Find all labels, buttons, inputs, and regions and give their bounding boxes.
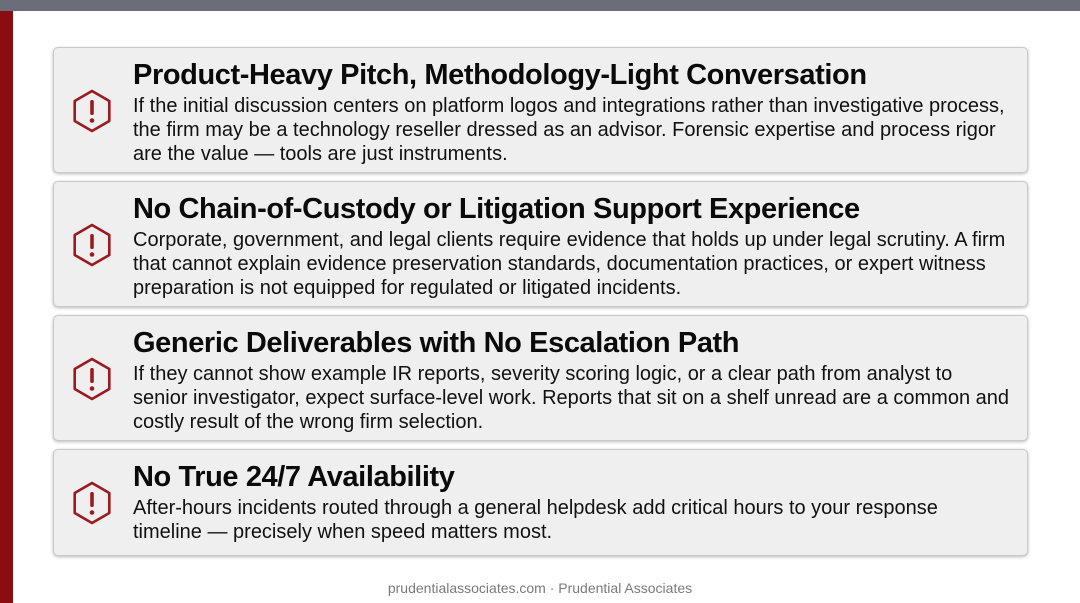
warning-card <box>53 47 1028 173</box>
card-title: Product-Heavy Pitch, Methodology-Light Conversation <box>133 59 867 91</box>
card-body: If the initial discussion centers on platform logos and integrations rather than investigative process, the firm may be a technology reseller dressed as an advisor. Forensic expertise and process rigor are the value — tools are just instruments. <box>133 95 1005 165</box>
alert-hexagon-icon <box>70 481 114 525</box>
warning-card <box>53 181 1028 307</box>
alert-hexagon-icon <box>70 357 114 401</box>
card-title: Generic Deliverables with No Escalation Path <box>133 327 740 359</box>
alert-hexagon-icon <box>70 89 114 133</box>
alert-hexagon-icon <box>70 223 114 267</box>
left-accent-bar <box>0 11 13 603</box>
warning-card <box>53 449 1028 556</box>
card-title: No Chain-of-Custody or Litigation Support Experience <box>133 193 860 225</box>
card-body: After-hours incidents routed through a general helpdesk add critical hours to your response timeline — precisely when speed matters most. <box>133 497 938 543</box>
warning-card <box>53 315 1028 441</box>
card-body: Corporate, government, and legal clients require evidence that holds up under legal scrutiny. A firm that cannot explain evidence preservation standards, documentation practices, or expert witness preparation is not equipped for regulated or litigated incidents. <box>133 229 1006 299</box>
card-body: If they cannot show example IR reports, severity scoring logic, or a clear path from analyst to senior investigator, expect surface-level work. Reports that sit on a shelf unread are a common and costly result of the wrong firm selection. <box>133 363 1010 433</box>
top-bar <box>0 0 1080 11</box>
footer-source: prudentialassociates.com · Prudential Associates <box>387 580 693 596</box>
card-title: No True 24/7 Availability <box>133 461 455 493</box>
